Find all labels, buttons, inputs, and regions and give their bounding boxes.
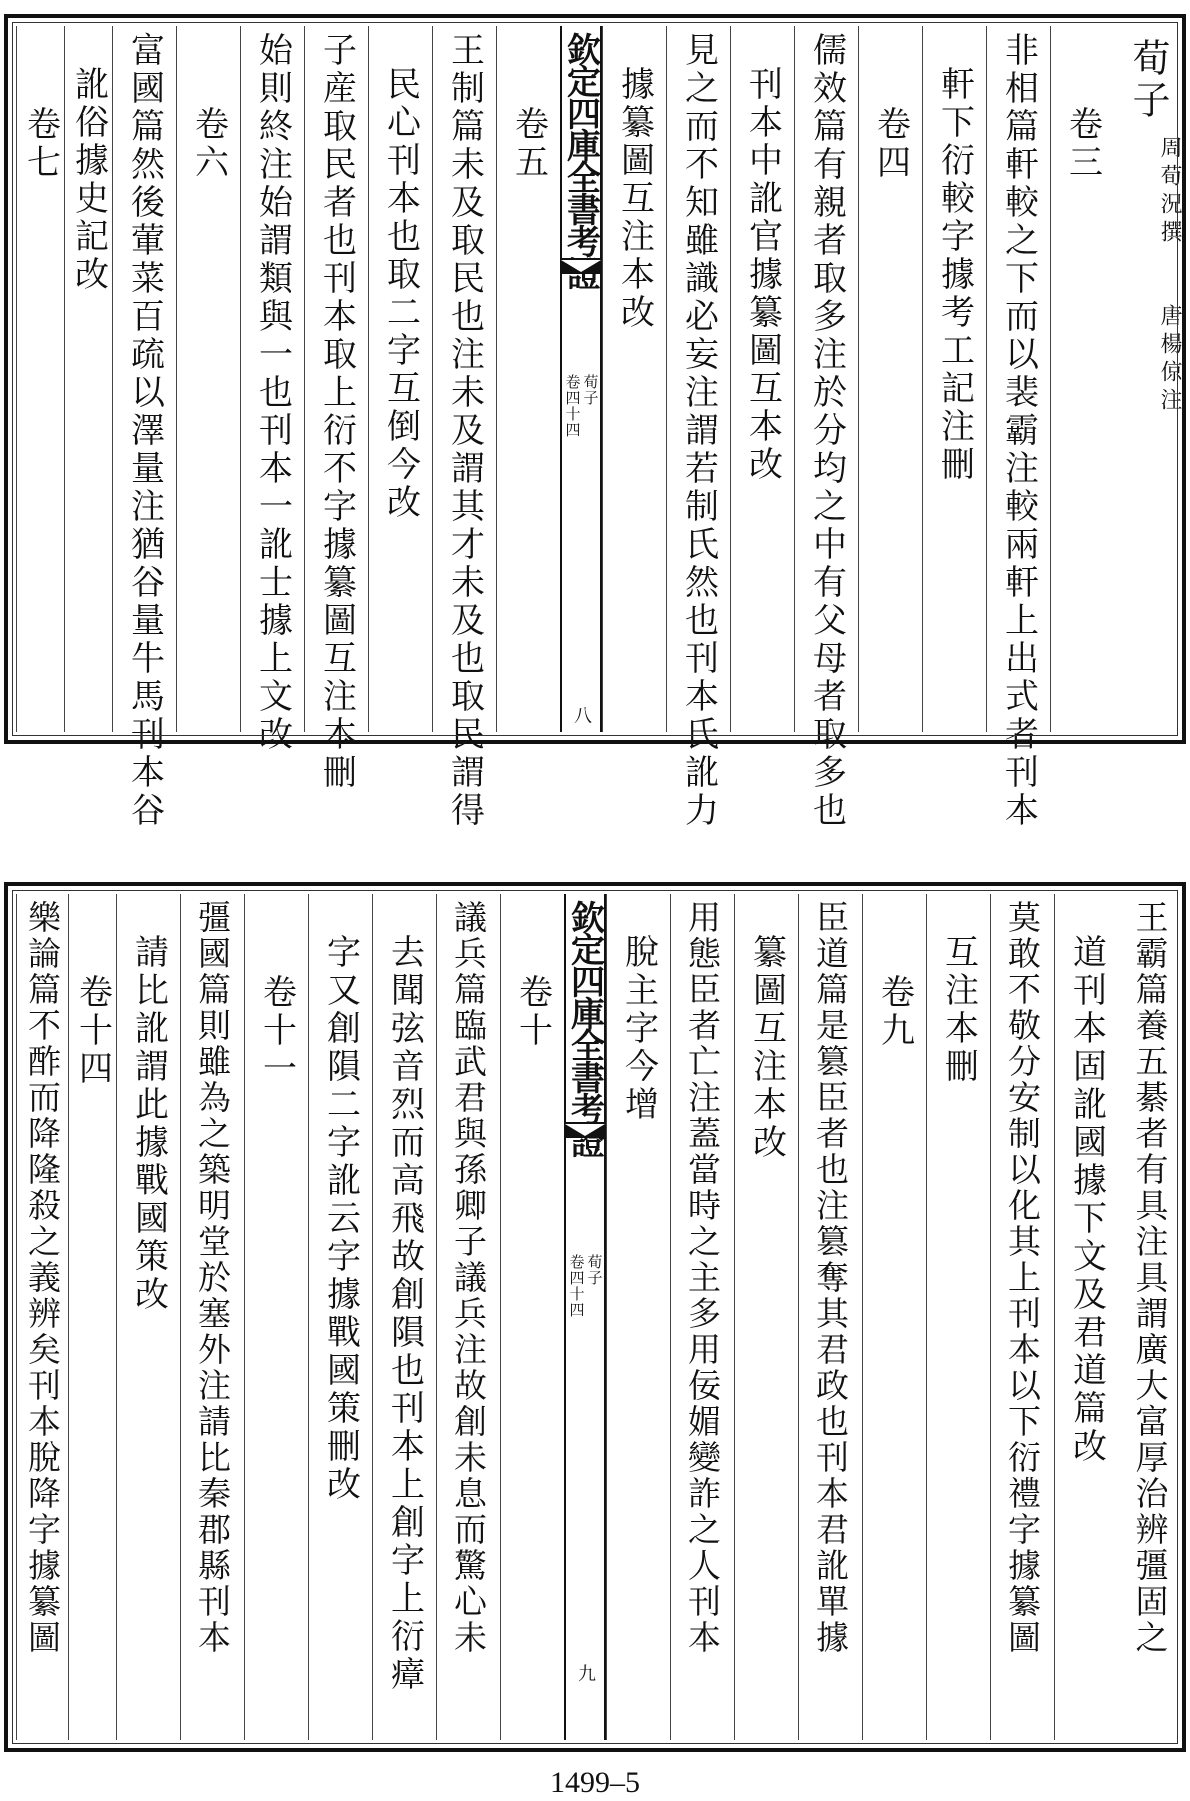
text-column (16, 894, 68, 1740)
text-line: 據纂圖互注本改 (614, 66, 655, 332)
spine-page-number: 八 (571, 706, 592, 724)
text-column (176, 26, 240, 732)
bottom-page (0, 880, 1190, 1760)
text-column (926, 894, 990, 1740)
page-footer-number: 1499–5 (550, 1766, 640, 1799)
text-column (116, 894, 180, 1740)
text-line: 臣道篇是篡臣者也注篡奪其君政也刊本君訛單據 (811, 900, 850, 1656)
text-line: 見之而不知雖識必妄注謂若制氏然也刊本氏訛力 (678, 32, 719, 830)
bottom-columns-area (16, 894, 1174, 1740)
text-column (500, 894, 564, 1740)
text-column (862, 894, 926, 1740)
fish-tail-ornament (566, 1122, 604, 1138)
text-line: 王霸篇養五綦者有具注具謂廣大富厚治辨彊固之 (1130, 900, 1170, 1656)
top-columns-area (16, 26, 1182, 830)
text-line: 非相篇軒較之下而以裴霸注較兩軒上出式者刊本 (998, 32, 1039, 830)
text-column (794, 26, 858, 830)
text-column (1050, 26, 1114, 732)
chapter-heading: 卷六 (188, 106, 229, 182)
text-column (16, 26, 64, 732)
text-line: 道刊本固訛國據下文及君道篇改 (1066, 934, 1107, 1466)
text-column (496, 26, 560, 732)
top-page-frame (4, 14, 1186, 830)
spine-title: 欽定四庫全書考證 (560, 32, 601, 288)
top-page (0, 0, 1190, 830)
bottom-page-frame (4, 882, 1186, 1752)
fish-tail-ornament (562, 258, 600, 274)
text-column (922, 26, 986, 732)
text-line: 用態臣者亡注蓋當時之主多用佞媚變詐之人刊本 (683, 900, 722, 1656)
text-column (798, 894, 862, 1740)
chapter-heading: 卷九 (874, 974, 915, 1050)
spine-volume: 卷四十四 (563, 374, 582, 438)
spine-book: 荀子 (581, 374, 600, 406)
text-column (1114, 26, 1182, 732)
text-column (1118, 894, 1182, 1740)
text-column (986, 26, 1050, 830)
chapter-heading: 卷三 (1062, 106, 1103, 182)
book-title: 荀子 (1126, 38, 1170, 122)
text-column (670, 894, 734, 1740)
text-line: 脫主字今增 (618, 934, 659, 1124)
text-column (990, 894, 1054, 1740)
spine-volume: 卷四十四 (567, 1254, 586, 1318)
text-line: 彊國篇則雖為之築明堂於塞外注請比秦郡縣刊本 (193, 900, 232, 1656)
text-line: 軒下衍較字據考工記注刪 (934, 66, 975, 484)
text-column (372, 894, 436, 1740)
text-line: 富國篇然後葷菜百疏以澤量注猶谷量牛馬刊本谷 (124, 32, 165, 830)
spine-title: 欽定四庫全書考證 (564, 900, 605, 1156)
text-line: 刊本中訛官據纂圖互本改 (742, 66, 783, 484)
chapter-heading: 卷四 (870, 106, 911, 182)
text-line: 議兵篇臨武君與孫卿子議兵注故創未息而驚心未 (449, 900, 488, 1656)
text-column (432, 26, 496, 830)
text-column (1114, 26, 1182, 732)
text-column (1054, 894, 1118, 1740)
author-line: 周荀況撰 唐楊倞注 (1157, 136, 1182, 416)
text-column (64, 26, 112, 732)
text-line: 始則終注始謂類與一也刊本一訛士據上文改 (252, 32, 293, 754)
chapter-heading: 卷十一 (256, 974, 297, 1088)
spine (560, 26, 602, 732)
chapter-heading: 卷七 (20, 106, 61, 182)
text-line: 字又創隕二字訛云字據戰國策刪改 (320, 934, 361, 1504)
text-column (368, 26, 432, 732)
text-line: 互注本刪 (938, 934, 979, 1086)
text-column (308, 894, 372, 1740)
text-column (666, 26, 730, 830)
spine (564, 894, 606, 1740)
text-column (606, 894, 670, 1740)
text-line: 民心刊本也取二字互倒今改 (380, 66, 421, 522)
chapter-heading: 卷五 (508, 106, 549, 182)
text-column (858, 26, 922, 732)
text-column (180, 894, 244, 1740)
chapter-heading: 卷十四 (72, 974, 113, 1088)
text-line: 子産取民者也刊本取上衍不字據纂圖互注本刪 (316, 32, 357, 792)
text-line: 去聞弦音烈而高飛故創隕也刊本上創字上衍瘴 (384, 934, 425, 1694)
text-line: 王制篇未及取民也注未及謂其才未及也取民謂得 (444, 32, 485, 830)
text-column (68, 894, 116, 1740)
text-line: 莫敢不敬分安制以化其上刊本以下衍禮字據纂圖 (1003, 900, 1042, 1656)
text-line: 訛俗據史記改 (68, 66, 109, 294)
text-line: 纂圖互注本改 (746, 934, 787, 1162)
text-line: 樂論篇不酢而降隆殺之義辨矣刊本脫降字據纂圖 (23, 900, 62, 1656)
text-column (730, 26, 794, 732)
text-column (436, 894, 500, 1740)
chapter-heading: 卷十 (512, 974, 553, 1050)
text-column (734, 894, 798, 1740)
text-line: 儒效篇有親者取多注於分均之中有父母者取多也 (806, 32, 847, 830)
text-column (112, 26, 176, 830)
spine-book: 荀子 (585, 1254, 604, 1286)
text-column (602, 26, 666, 732)
text-column (244, 894, 308, 1740)
text-line: 請比訛謂此據戰國策改 (128, 934, 169, 1314)
spine-page-number: 九 (575, 1664, 596, 1682)
text-column (240, 26, 304, 754)
text-column (304, 26, 368, 792)
